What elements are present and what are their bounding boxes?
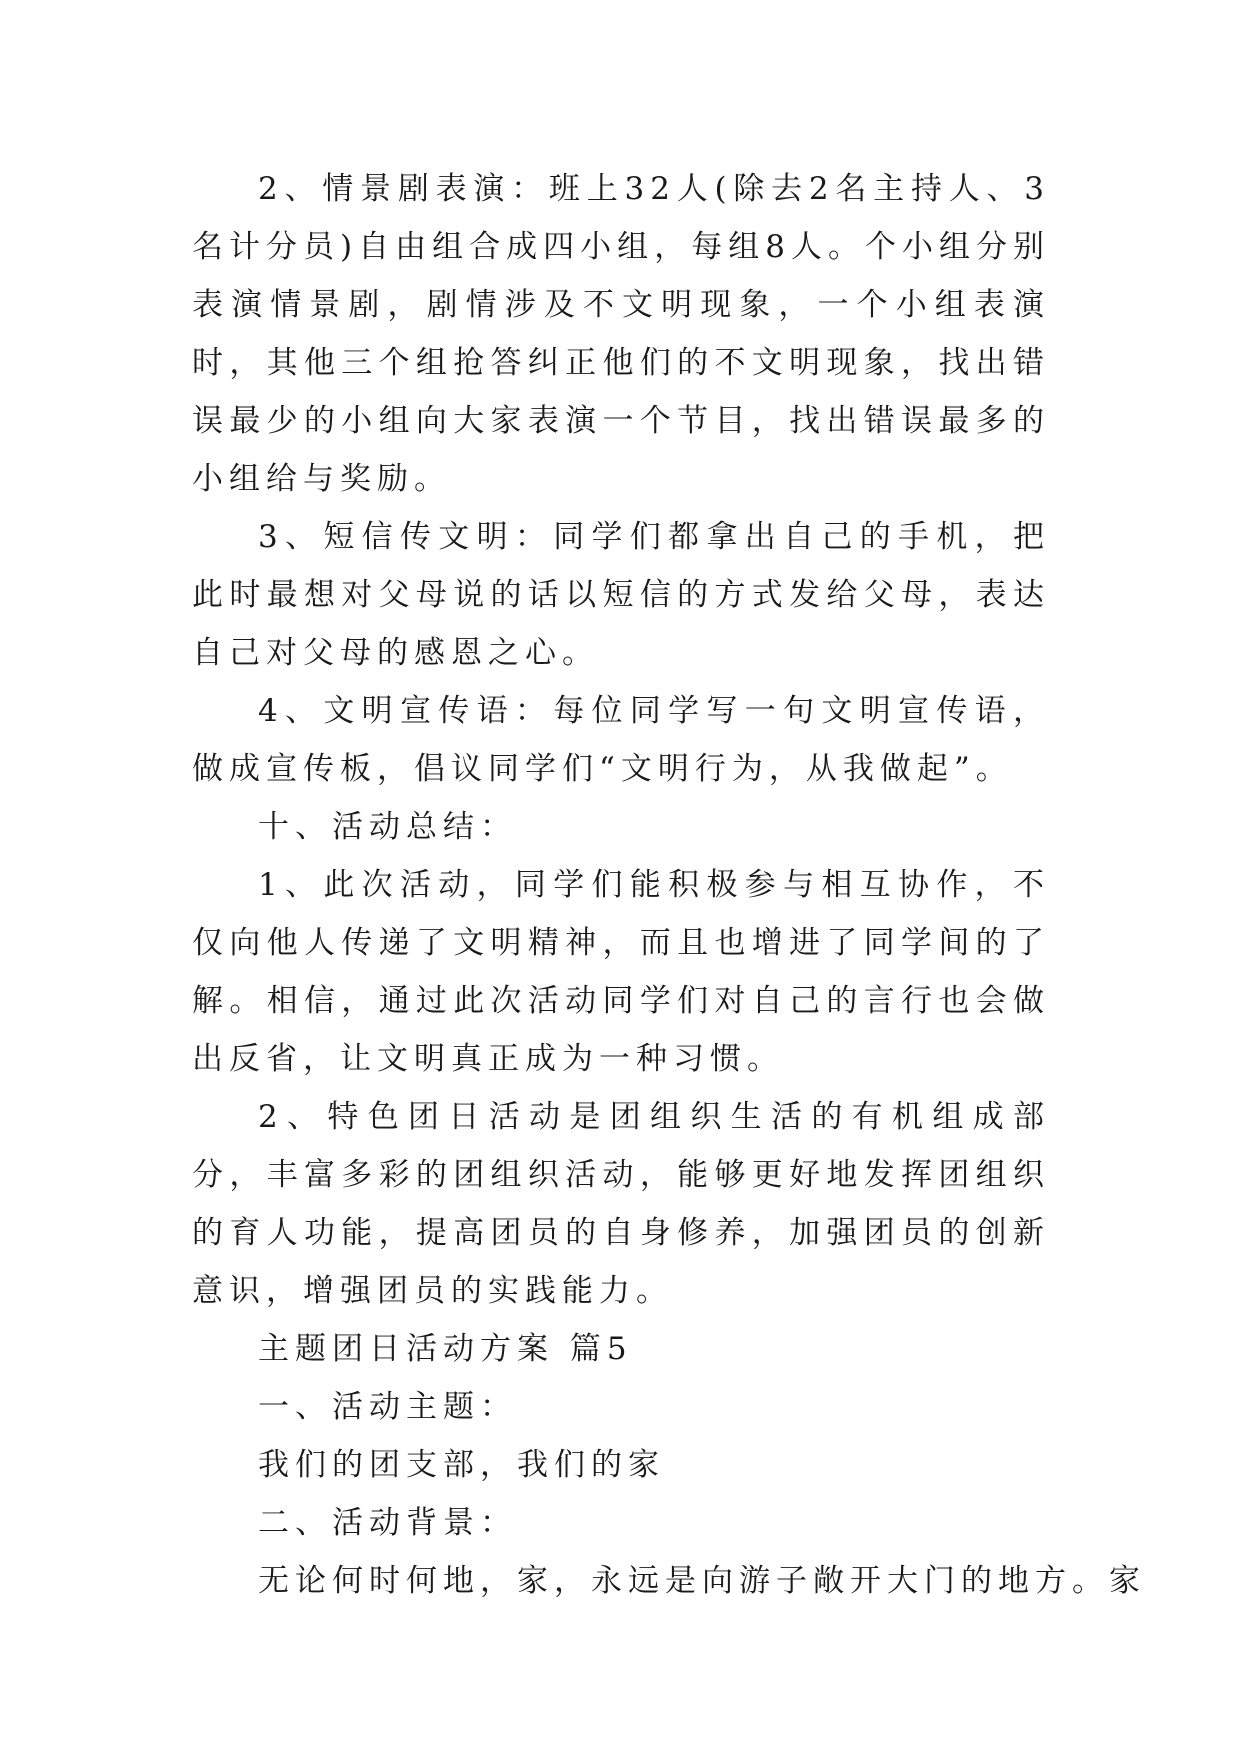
section-title: 主题团日活动方案 篇5	[258, 1331, 633, 1367]
paragraph-summary-2: 2、特色团日活动是团组织生活的有机组成部分，丰富多彩的团组织活动，能够更好地发挥团组织的育人功能，提高团员的自身修养，加强团员的创新意识，增强团员的实践能力。	[192, 1099, 1050, 1309]
paragraph-civility-slogan: 4、文明宣传语：每位同学写一句文明宣传语，做成宣传板，倡议同学们“文明行为，从我做起”。	[192, 693, 1050, 787]
heading-activity-theme: 一、活动主题：	[258, 1389, 517, 1425]
paragraph-summary-1: 1、此次活动，同学们能积极参与相互协作，不仅向他人传递了文明精神，而且也增进了同学间的了解。相信，通过此次活动同学们对自己的言行也会做出反省，让文明真正成为一种习惯。	[192, 867, 1050, 1077]
heading-activity-background: 二、活动背景：	[258, 1505, 517, 1541]
paragraph-sms-civility: 3、短信传文明：同学们都拿出自己的手机，把此时最想对父母说的话以短信的方式发给父母，表达自己对父母的感恩之心。	[192, 519, 1050, 671]
heading-activity-summary: 十、活动总结：	[258, 809, 517, 845]
activity-background-text: 无论何时何地，家，永远是向游子敞开大门的地方。家	[258, 1563, 1146, 1599]
activity-theme-text: 我们的团支部，我们的家	[258, 1447, 665, 1483]
paragraph-skit-performance: 2、情景剧表演：班上32人(除去2名主持人、3名计分员)自由组合成四小组，每组8人。个小组分别表演情景剧，剧情涉及不文明现象，一个小组表演时，其他三个组抢答纠正他们的不文明现象，找出错误最少的小组向大家表演一个节目，找出错误最多的小组给与奖励。	[192, 171, 1050, 497]
document-body	[192, 160, 1146, 1610]
